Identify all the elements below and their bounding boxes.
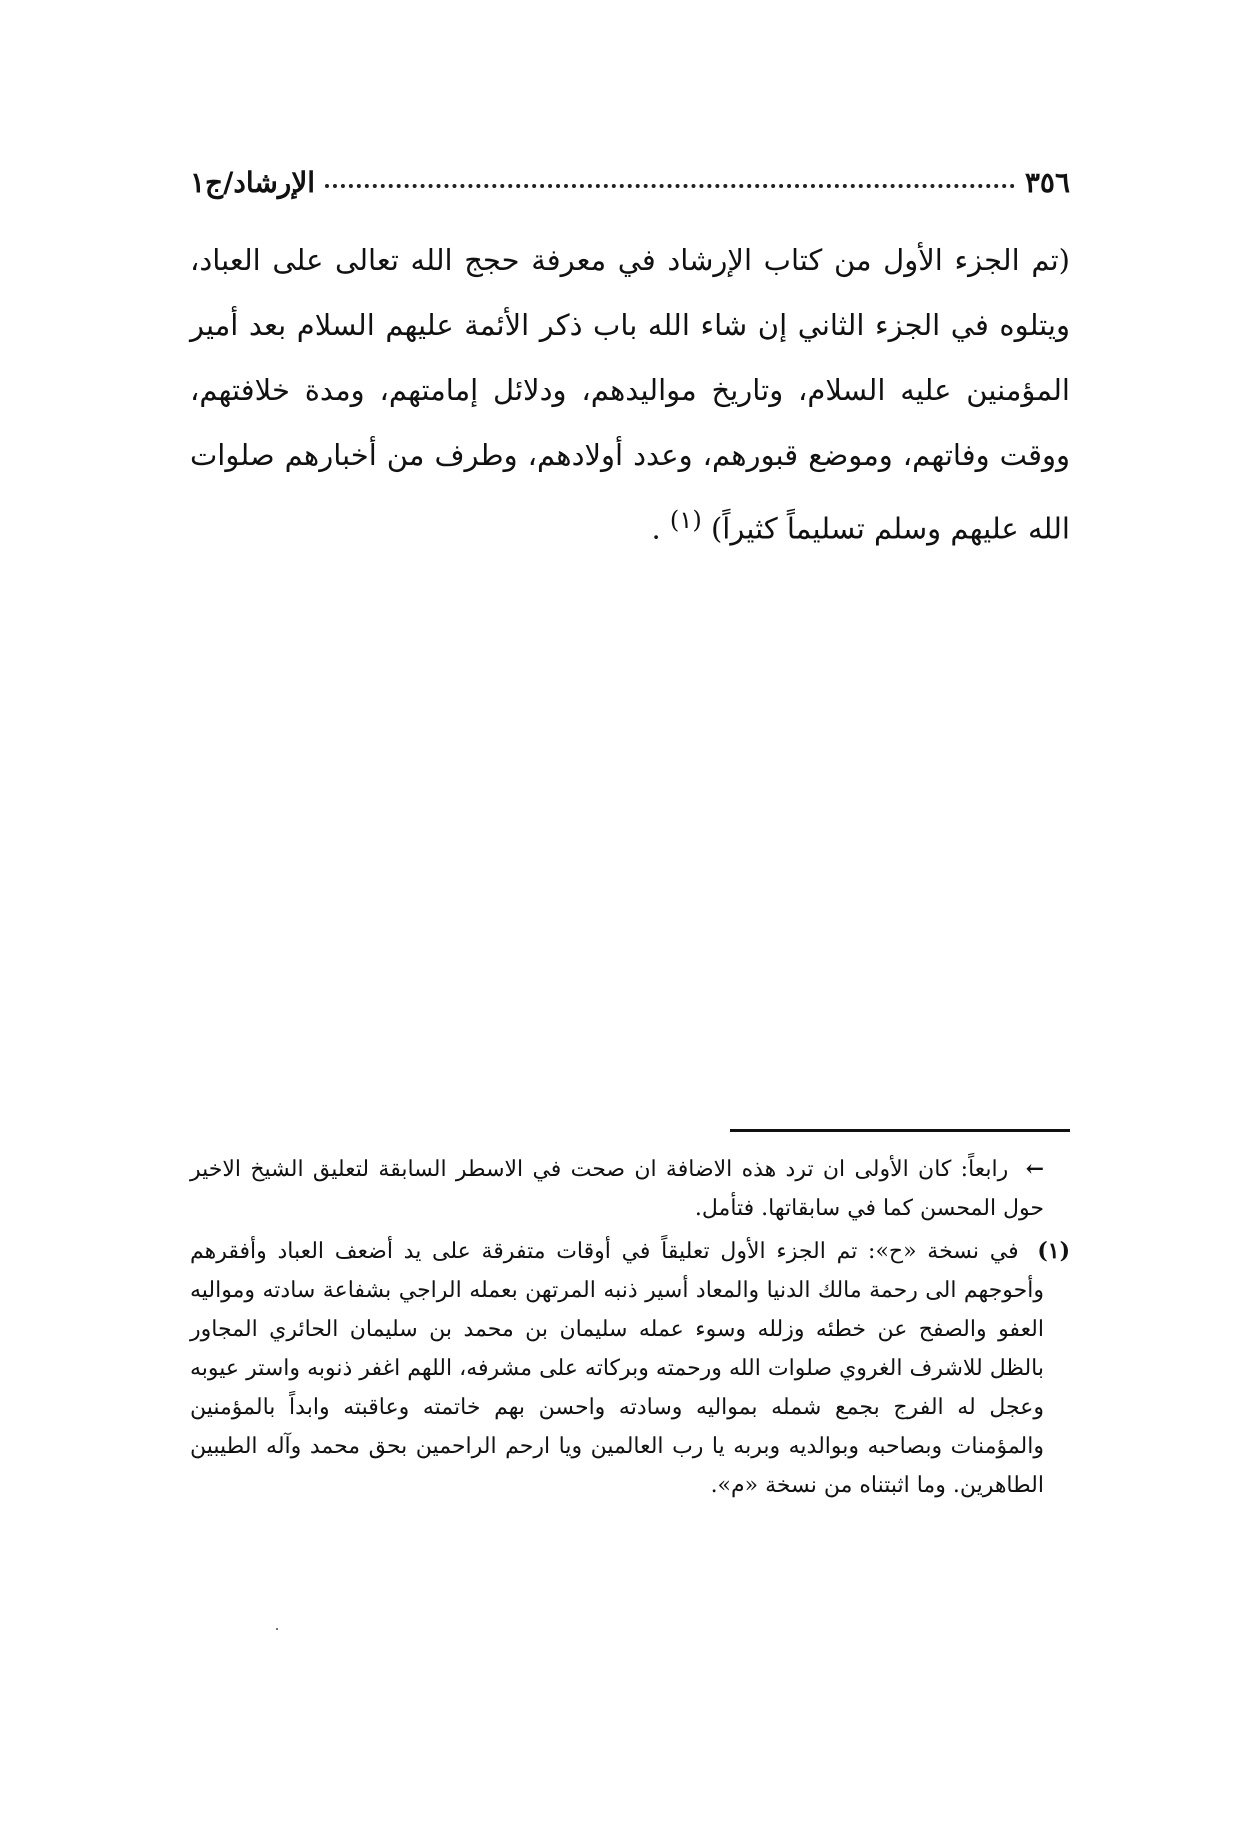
closing-paragraph — [190, 228, 1070, 562]
running-header — [190, 160, 1070, 204]
continuation-arrow-icon: ← — [1025, 1156, 1045, 1182]
scan-speck — [276, 1628, 278, 1630]
header-dot-leader — [325, 184, 1015, 188]
footnote-continuation — [190, 1150, 1070, 1228]
footnote-separator-line — [730, 1129, 1070, 1132]
footnote-one-marker: (١) — [1037, 1238, 1070, 1264]
footnote-one — [190, 1232, 1070, 1505]
footnotes-section — [190, 1150, 1070, 1509]
footnote-one-text: في نسخة «ح»: تم الجزء الأول تعليقاً في أوقات متفرقة على يد أضعف العباد وأفقرهم وأحوجهم الى رحمة مالك الدنيا والمعاد أسير ذنبه المرتهن بعمله الراجي بشفاعة سادته ومواليه العفو والصفح عن خطئه وزلله وسوء عمله سليمان بن محمد بن سليمان الحائري المجاور بالظل للاشرف الغروي صلوات الله ورحمته وبركاته على مشرفه، اللهم اغفر ذنوبه واستر عيوبه وعجل له الفرج بجمع شمله بمواليه وسادته واحسن بهم خاتمته وعاقبته وابداً بالمؤمنين والمؤمنات وبصاحبه وبوالديه وبربه يا رب العالمين ويا ارحم الراحمين بحق محمد وآله الطيبين الطاهرين. وما اثبتناه من نسخة «م». — [190, 1239, 1044, 1498]
footnote-reference-one: (١) — [669, 506, 702, 534]
main-text-block — [190, 228, 1070, 562]
book-title: الإرشاد/ج١ — [190, 165, 316, 199]
page-number: ٣٥٦ — [1024, 165, 1070, 199]
closing-paragraph-text: (تم الجزء الأول من كتاب الإرشاد في معرفة حجج الله تعالى على العباد، ويتلوه في الجزء الثاني إن شاء الله باب ذكر الأئمة عليهم السلام بعد أمير المؤمنين عليه السلام، وتاريخ مواليدهم، ودلائل إمامتهم، ومدة خلافتهم، ووقت وفاتهم، وموضع قبورهم، وعدد أولادهم، وطرف من أخبارهم صلوات الله عليهم وسلم تسليماً كثيراً) — [190, 243, 1070, 546]
footnote-continuation-text: رابعاً: كان الأولى ان ترد هذه الاضافة ان صحت في الاسطر السابقة لتعليق الشيخ الاخير حول المحسن كما في سابقاتها. فتأمل. — [190, 1157, 1044, 1221]
closing-paragraph-end: . — [651, 511, 661, 546]
